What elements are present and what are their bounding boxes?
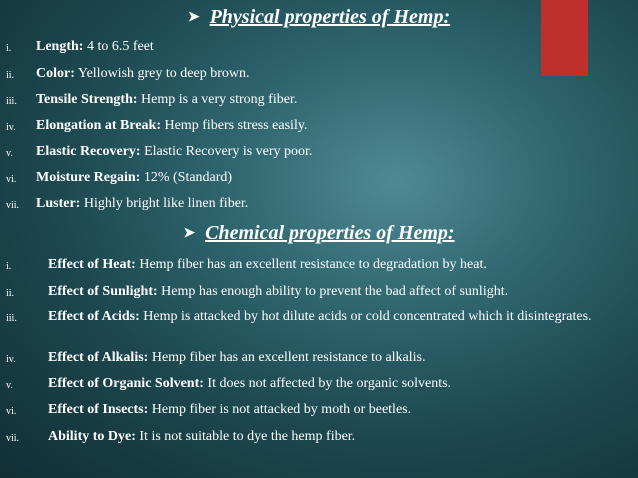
item-label: Effect of Sunlight:: [48, 284, 158, 299]
item-text: 4 to 6.5 feet: [83, 39, 154, 54]
item-text: 12% (Standard): [140, 170, 233, 185]
item-text: Hemp is a very strong fiber.: [137, 92, 298, 107]
item-label: Effect of Heat:: [48, 257, 136, 272]
item-number: v.: [6, 148, 13, 159]
item-text: Hemp fiber has an excellent resistance to degradation by heat.: [135, 257, 487, 272]
item-text: Hemp fibers stress easily.: [160, 118, 308, 133]
item-number: vi.: [6, 406, 17, 417]
item-label: Color:: [36, 66, 75, 81]
item-text: Hemp fiber has an excellent resistance to alkalis.: [148, 350, 426, 365]
arrow-bullet-icon: ➤: [183, 226, 196, 241]
item-number: vi.: [6, 174, 17, 185]
item-text: Hemp has enough ability to prevent the bad affect of sunlight.: [157, 284, 509, 299]
item-number: i.: [6, 43, 12, 54]
item-text: Highly bright like linen fiber.: [80, 196, 249, 211]
item-label: Length:: [36, 39, 84, 54]
item-text: Yellowish grey to deep brown.: [74, 66, 250, 81]
arrow-bullet-icon: ➤: [187, 10, 200, 25]
item-label: Effect of Insects:: [48, 402, 149, 417]
item-text: Elastic Recovery is very poor.: [140, 144, 313, 159]
item-label: Elongation at Break:: [36, 118, 161, 133]
item-label: Tensile Strength:: [36, 92, 138, 107]
item-text: It is not suitable to dye the hemp fiber.: [135, 429, 356, 444]
item-number: ii.: [6, 70, 15, 81]
item-text: Hemp fiber is not attacked by moth or beetles.: [148, 402, 412, 417]
item-number: iii.: [6, 96, 17, 107]
physical-heading: ➤ Physical properties of Hemp:: [187, 6, 451, 28]
item-label: Elastic Recovery:: [36, 144, 141, 159]
item-text: It does not affected by the organic solvents.: [203, 376, 452, 391]
item-label: Ability to Dye:: [48, 429, 136, 444]
item-number: i.: [6, 261, 12, 272]
item-label: Effect of Alkalis:: [48, 350, 149, 365]
item-number: v.: [6, 380, 13, 391]
item-number: ii.: [6, 288, 15, 299]
item-number: iv.: [6, 122, 16, 133]
item-label: Effect of Organic Solvent:: [48, 376, 204, 391]
chemical-heading: ➤ Chemical properties of Hemp:: [183, 222, 455, 244]
item-number: vii.: [6, 200, 20, 211]
item-label: Luster:: [36, 196, 81, 211]
item-number: vii.: [6, 433, 20, 444]
item-number: iii.: [6, 313, 17, 324]
item-label: Moisture Regain:: [36, 170, 141, 185]
item-label: Effect of Acids:: [48, 309, 140, 324]
item-number: iv.: [6, 354, 16, 365]
item-text: Hemp is attacked by hot dilute acids or cold concentrated which it disintegrates.: [139, 309, 592, 324]
